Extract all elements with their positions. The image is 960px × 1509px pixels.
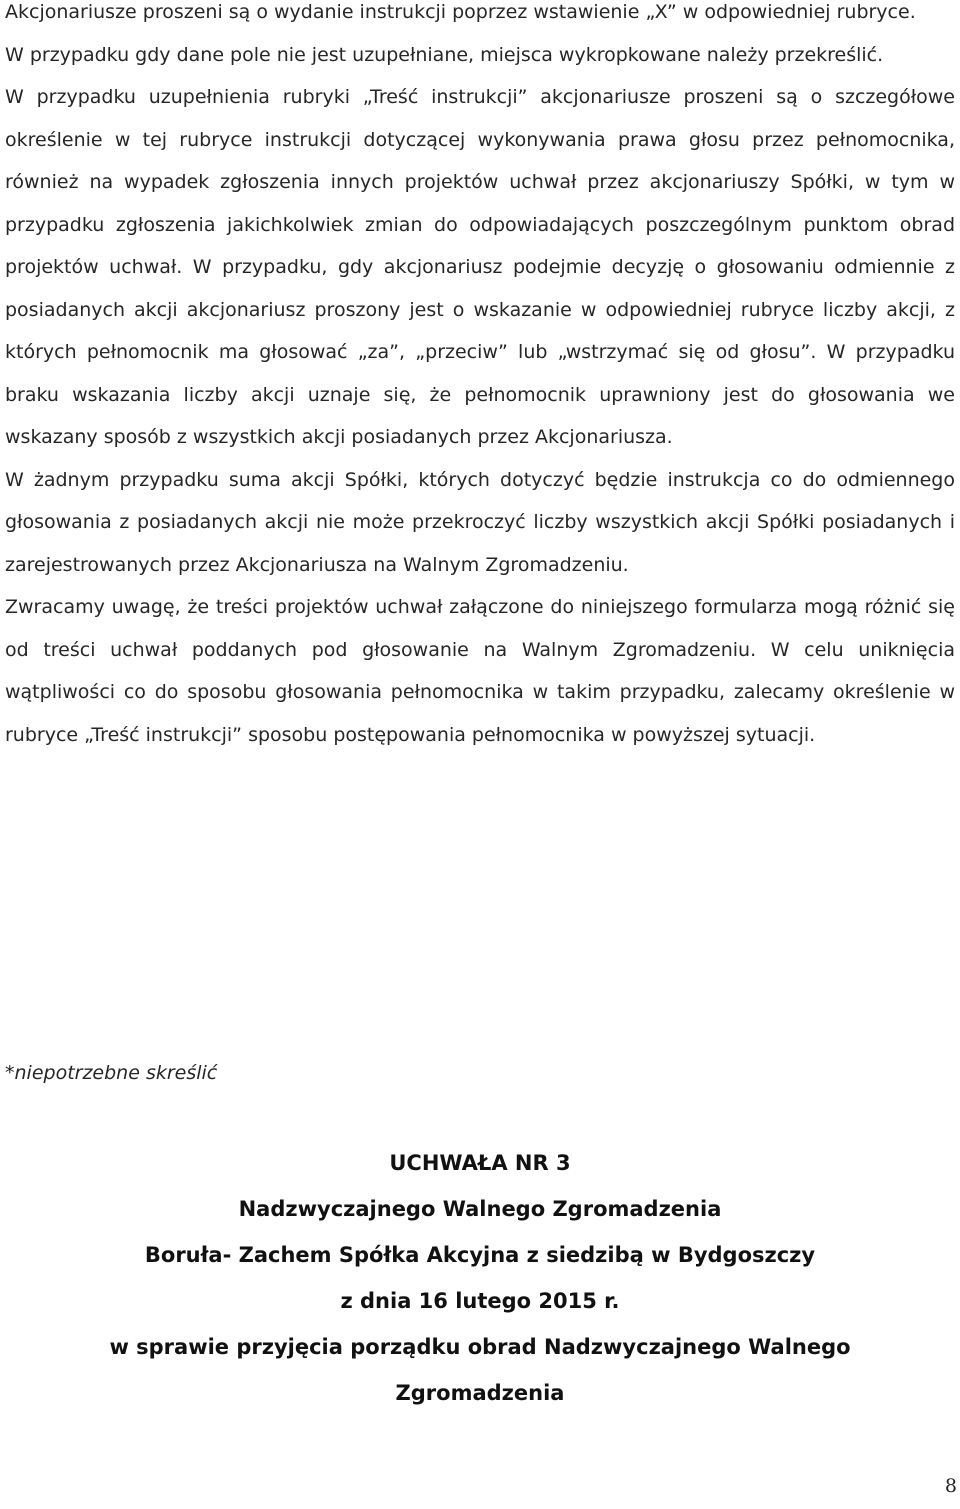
paragraph-share-limit: W żadnym przypadku suma akcji Spółki, których dotyczyć będzie instrukcja co do odmiennego głosowania z posiadanych akcji nie może przekroczyć liczby wszystkich akcji Spółki posiadanych i zarejestrowanych przez Akcjonariusza na Walnym Zgromadzeniu. (5, 468, 955, 576)
footnote-strike-unneeded: *niepotrzebne skreślić (5, 1062, 218, 1084)
resolution-company: Boruła- Zachem Spółka Akcyjna z siedzibą w Bydgoszczy (144, 1243, 816, 1267)
resolution-body: Nadzwyczajnego Walnego Zgromadzenia (238, 1197, 722, 1221)
resolution-date: z dnia 16 lutego 2015 r. (340, 1289, 620, 1313)
resolution-number: UCHWAŁA NR 3 (389, 1151, 571, 1175)
resolution-subject-line-2: Zgromadzenia (395, 1381, 565, 1405)
paragraph-instruction-content: W przypadku uzupełnienia rubryki „Treść instrukcji” akcjonariusze proszeni są o szczegółowe określenie w tej rubryce instrukcji dotyczącej wykonywania prawa głosu przez pełnomocnika, również na wypadek zgłoszenia innych projektów uchwał przez akcjonariuszy Spółki, w tym w przypadku zgłoszenia jakichkolwiek zmian do odpowiadających poszczególnym punktom obrad projektów uchwał. W przypadku, gdy akcjonariusz podejmie decyzję o głosowaniu odmiennie z posiadanych akcji akcjonariusz proszony jest o wskazanie w odpowiedniej rubryce liczby akcji, z których pełnomocnik ma głosować „za”, „przeciw” lub „wstrzymać się od głosu”. W przypadku braku wskazania liczby akcji uznaje się, że pełnomocnik uprawniony jest do głosowania we wskazany sposób z wszystkich akcji posiadanych przez Akcjonariusza. (5, 86, 955, 448)
resolution-header (5, 1140, 955, 1416)
resolution-subject-line-1: w sprawie przyjęcia porządku obrad Nadzwyczajnego Walnego (109, 1335, 851, 1359)
page-number: 8 (944, 1475, 957, 1497)
instructions-text (5, 0, 955, 756)
paragraph-notice: Zwracamy uwagę, że treści projektów uchwał załączone do niniejszego formularza mogą różnić się od treści uchwał poddanych pod głosowanie na Walnym Zgromadzeniu. W celu uniknięcia wątpliwości co do sposobu głosowania pełnomocnika w takim przypadku, zalecamy określenie w rubryce „Treść instrukcji” sposobu postępowania pełnomocnika w powyższej sytuacji. (5, 596, 955, 746)
paragraph-instruction-x: Akcjonariusze proszeni są o wydanie instrukcji poprzez wstawienie „X” w odpowiedniej rubryce. (5, 1, 916, 23)
document-page (5, 0, 955, 1509)
paragraph-empty-fields: W przypadku gdy dane pole nie jest uzupełniane, miejsca wykropkowane należy przekreślić. (5, 43, 884, 66)
